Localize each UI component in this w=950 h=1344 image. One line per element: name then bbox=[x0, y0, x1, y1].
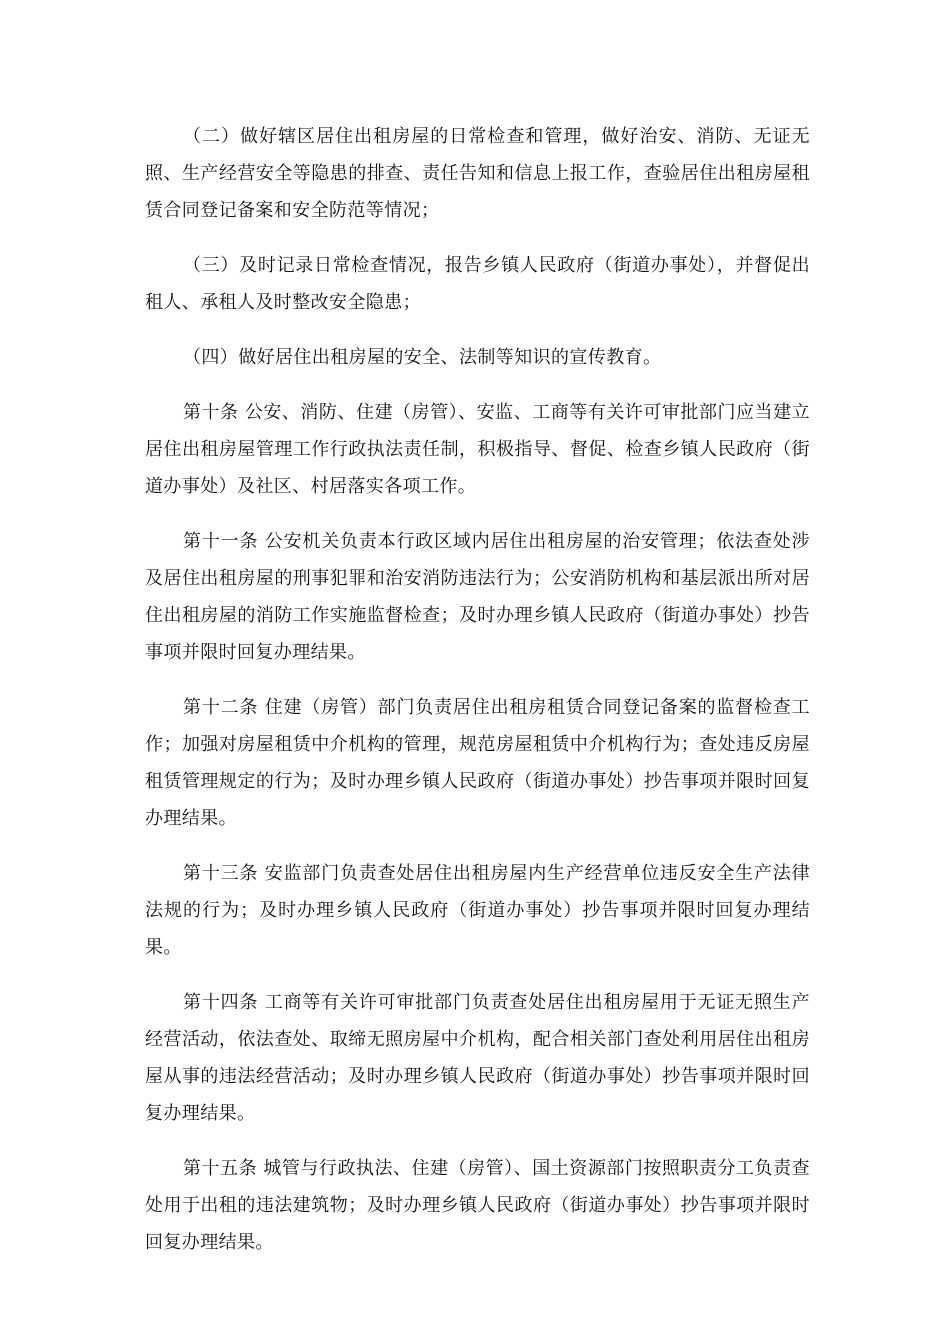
article-10-paragraph: 第十条 公安、消防、住建（房管）、安监、工商等有关许可审批部门应当建立居住出租房屋管理工作行政执法责任制，积极指导、督促、检查乡镇人民政府（街道办事处）及社区、村居落实各项工作。 bbox=[145, 402, 810, 497]
article-11-paragraph: 第十一条 公安机关负责本行政区域内居住出租房屋的治安管理；依法查处涉及居住出租房屋的刑事犯罪和治安消防违法行为；公安消防机构和基层派出所对居住出租房屋的消防工作实施监督检查；及时办理乡镇人民政府（街道办事处）抄告事项并限时回复办理结果。 bbox=[145, 531, 810, 663]
document-page bbox=[145, 118, 810, 1279]
paragraph-item-4: （四）做好居住出租房屋的安全、法制等知识的宣传教育。 bbox=[183, 347, 662, 368]
paragraph-item-3: （三）及时记录日常检查情况，报告乡镇人民政府（街道办事处），并督促出租人、承租人及时整改安全隐患； bbox=[145, 255, 810, 313]
article-12-paragraph: 第十二条 住建（房管）部门负责居住出租房租赁合同登记备案的监督检查工作；加强对房屋租赁中介机构的管理，规范房屋租赁中介机构行为；查处违反房屋租赁管理规定的行为；及时办理乡镇人民政府（街道办事处）抄告事项并限时回复办理结果。 bbox=[145, 697, 810, 829]
article-13-paragraph: 第十三条 安监部门负责查处居住出租房屋内生产经营单位违反安全生产法律法规的行为；及时办理乡镇人民政府（街道办事处）抄告事项并限时回复办理结果。 bbox=[145, 863, 810, 958]
article-14-paragraph: 第十四条 工商等有关许可审批部门负责查处居住出租房屋用于无证无照生产经营活动，依法查处、取缔无照房屋中介机构，配合相关部门查处利用居住出租房屋从事的违法经营活动；及时办理乡镇人民政府（街道办事处）抄告事项并限时回复办理结果。 bbox=[145, 992, 810, 1124]
article-15-paragraph: 第十五条 城管与行政执法、住建（房管）、国土资源部门按照职责分工负责查处用于出租的违法建筑物；及时办理乡镇人民政府（街道办事处）抄告事项并限时回复办理结果。 bbox=[145, 1158, 810, 1253]
paragraph-item-2: （二）做好辖区居住出租房屋的日常检查和管理，做好治安、消防、无证无照、生产经营安全等隐患的排查、责任告知和信息上报工作，查验居住出租房屋租赁合同登记备案和安全防范等情况； bbox=[145, 126, 810, 221]
